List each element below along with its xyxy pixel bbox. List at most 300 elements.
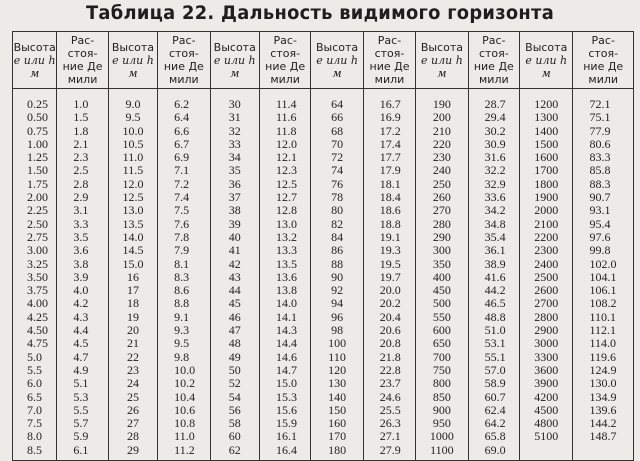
height-cell: 700: [416, 351, 468, 364]
table-row: [13, 271, 634, 284]
height-cell: 72: [311, 151, 363, 164]
height-cell: 4.75: [13, 337, 57, 350]
header-height-line2: е или h: [316, 53, 358, 67]
distance-cell: 108.2: [573, 297, 634, 310]
distance-cell: 6.2: [158, 89, 210, 112]
height-cell: 24: [108, 377, 157, 390]
distance-cell: 8.1: [158, 258, 210, 271]
height-cell: 6.5: [13, 391, 57, 404]
distance-cell: 2.5: [57, 164, 108, 177]
distance-cell: 7.1: [158, 164, 210, 177]
distance-cell: 93.1: [573, 204, 634, 217]
distance-cell: 27.9: [363, 444, 415, 461]
distance-cell: 33.6: [468, 191, 519, 204]
height-cell: 80: [311, 204, 363, 217]
height-cell: 23: [108, 364, 157, 377]
height-cell: 43: [210, 271, 259, 284]
height-cell: 7.0: [13, 404, 57, 417]
distance-cell: 53.1: [468, 337, 519, 350]
header-distance-line2: стоя-: [270, 47, 301, 60]
height-cell: 290: [416, 231, 468, 244]
distance-cell: 6.9: [158, 151, 210, 164]
distance-cell: 1.5: [57, 111, 108, 124]
table-row: [13, 364, 634, 377]
table-title: Таблица 22. Дальность видимого горизонта: [85, 2, 555, 24]
table-row: [13, 444, 634, 461]
height-cell: 1100: [416, 444, 468, 461]
height-cell: 600: [416, 324, 468, 337]
header-distance-line2: стоя-: [168, 47, 199, 60]
distance-cell: 97.6: [573, 231, 634, 244]
height-cell: 1700: [520, 164, 573, 177]
distance-cell: 7.5: [158, 204, 210, 217]
distance-cell: 7.2: [158, 178, 210, 191]
height-cell: 180: [311, 444, 363, 461]
distance-cell: 19.3: [363, 244, 415, 257]
distance-cell: 24.6: [363, 391, 415, 404]
distance-cell: 20.6: [363, 324, 415, 337]
distance-cell: 10.0: [158, 364, 210, 377]
height-cell: 450: [416, 284, 468, 297]
distance-cell: 20.4: [363, 311, 415, 324]
height-cell: 32: [210, 125, 259, 138]
height-cell: 260: [416, 191, 468, 204]
header-distance-line2: стоя-: [588, 47, 619, 60]
distance-cell: 3.5: [57, 231, 108, 244]
height-cell: 13.0: [108, 204, 157, 217]
height-cell: 270: [416, 204, 468, 217]
height-cell: 19: [108, 311, 157, 324]
distance-cell: 16.7: [363, 89, 415, 112]
distance-cell: 18.4: [363, 191, 415, 204]
height-cell: 1.75: [13, 178, 57, 191]
distance-cell: 38.9: [468, 258, 519, 271]
distance-cell: 57.0: [468, 364, 519, 377]
header-distance-line4: мили: [270, 73, 300, 86]
height-cell: 100: [311, 337, 363, 350]
distance-cell: 102.0: [573, 258, 634, 271]
header-distance-line1: Рас-: [482, 34, 506, 47]
height-cell: 5.0: [13, 351, 57, 364]
distance-cell: 7.9: [158, 244, 210, 257]
distance-cell: 18.8: [363, 218, 415, 231]
height-cell: 1500: [520, 138, 573, 151]
height-cell: 0.25: [13, 89, 57, 112]
height-cell: 1.50: [13, 164, 57, 177]
distance-cell: 18.6: [363, 204, 415, 217]
table-row: [13, 89, 634, 112]
height-cell: 8.0: [13, 430, 57, 443]
height-cell: 190: [416, 89, 468, 112]
distance-cell: 10.6: [158, 404, 210, 417]
distance-cell: 124.9: [573, 364, 634, 377]
table-row: [13, 125, 634, 138]
distance-cell: 10.2: [158, 377, 210, 390]
header-distance-line1: Рас-: [273, 34, 297, 47]
height-cell: 56: [210, 404, 259, 417]
height-cell: 14.0: [108, 231, 157, 244]
height-cell: 550: [416, 311, 468, 324]
distance-cell: 106.1: [573, 284, 634, 297]
distance-cell: 15.6: [259, 404, 310, 417]
distance-cell: 20.0: [363, 284, 415, 297]
height-cell: 2.75: [13, 231, 57, 244]
height-cell: 250: [416, 178, 468, 191]
height-cell: 37: [210, 191, 259, 204]
height-cell: 5.5: [13, 364, 57, 377]
distance-cell: 5.5: [57, 404, 108, 417]
distance-cell: 12.3: [259, 164, 310, 177]
distance-cell: 34.2: [468, 204, 519, 217]
table-body: [13, 89, 634, 461]
height-cell: 900: [416, 404, 468, 417]
distance-cell: 5.3: [57, 391, 108, 404]
height-cell: 2.25: [13, 204, 57, 217]
distance-cell: 51.0: [468, 324, 519, 337]
height-cell: 1400: [520, 125, 573, 138]
height-cell: 1300: [520, 111, 573, 124]
distance-cell: 9.5: [158, 337, 210, 350]
distance-cell: 30.9: [468, 138, 519, 151]
distance-cell: 134.9: [573, 391, 634, 404]
distance-cell: 13.5: [259, 258, 310, 271]
height-cell: 84: [311, 231, 363, 244]
height-cell: 40: [210, 231, 259, 244]
distance-cell: 69.0: [468, 444, 519, 461]
distance-cell: 14.3: [259, 324, 310, 337]
height-cell: 1900: [520, 191, 573, 204]
height-cell: 10.0: [108, 125, 157, 138]
height-cell: 9.5: [108, 111, 157, 124]
header-distance-line3: ние Дe: [62, 60, 103, 73]
height-cell: 13.5: [108, 218, 157, 231]
table-row: [13, 204, 634, 217]
height-cell: 1000: [416, 430, 468, 443]
height-cell: 27: [108, 417, 157, 430]
header-height: [210, 32, 259, 89]
height-cell: 26: [108, 404, 157, 417]
table-row: [13, 324, 634, 337]
height-cell: 0.75: [13, 125, 57, 138]
distance-cell: 4.7: [57, 351, 108, 364]
distance-cell: 2.1: [57, 138, 108, 151]
height-cell: 98: [311, 324, 363, 337]
header-row: [13, 32, 634, 89]
height-cell: 90: [311, 271, 363, 284]
header-height: [108, 32, 157, 89]
height-cell: 11.0: [108, 151, 157, 164]
height-cell: 3000: [520, 337, 573, 350]
distance-cell: 4.2: [57, 297, 108, 310]
distance-cell: 29.4: [468, 111, 519, 124]
distance-cell: 80.6: [573, 138, 634, 151]
distance-cell: 85.8: [573, 164, 634, 177]
height-cell: 45: [210, 297, 259, 310]
height-cell: 8.5: [13, 444, 57, 461]
distance-cell: 6.6: [158, 125, 210, 138]
distance-cell: 4.5: [57, 337, 108, 350]
distance-cell: 23.7: [363, 377, 415, 390]
table-row: [13, 138, 634, 151]
header-distance: [158, 32, 210, 89]
height-cell: 5100: [520, 430, 573, 443]
distance-cell: 11.6: [259, 111, 310, 124]
height-cell: 170: [311, 430, 363, 443]
distance-cell: 12.7: [259, 191, 310, 204]
height-cell: 54: [210, 391, 259, 404]
height-cell: 800: [416, 377, 468, 390]
height-cell: 18: [108, 297, 157, 310]
distance-cell: 1.8: [57, 125, 108, 138]
header-distance: [363, 32, 415, 89]
table-row: [13, 297, 634, 310]
header-distance-line1: Рас-: [172, 34, 196, 47]
distance-cell: 6.4: [158, 111, 210, 124]
distance-cell: 95.4: [573, 218, 634, 231]
height-cell: 950: [416, 417, 468, 430]
header-height-line1: Высота: [525, 40, 568, 54]
height-cell: 62: [210, 444, 259, 461]
height-cell: 41: [210, 244, 259, 257]
header-height-line2: е или h: [525, 53, 568, 67]
header-height-line2: е или h: [13, 53, 56, 67]
distance-cell: 10.4: [158, 391, 210, 404]
distance-cell: 112.1: [573, 324, 634, 337]
distance-cell: 17.9: [363, 164, 415, 177]
height-cell: 3900: [520, 377, 573, 390]
distance-cell: 15.3: [259, 391, 310, 404]
distance-cell: 4.4: [57, 324, 108, 337]
height-cell: 74: [311, 164, 363, 177]
distance-cell: 32.9: [468, 178, 519, 191]
height-cell: 38: [210, 204, 259, 217]
horizon-distance-table: [12, 31, 634, 461]
table-row: [13, 337, 634, 350]
distance-cell: 13.2: [259, 231, 310, 244]
height-cell: 280: [416, 218, 468, 231]
height-cell: 7.5: [13, 417, 57, 430]
distance-cell: 41.6: [468, 271, 519, 284]
header-distance-line4: мили: [588, 73, 619, 86]
height-cell: 4.50: [13, 324, 57, 337]
height-cell: 120: [311, 364, 363, 377]
height-cell: 300: [416, 244, 468, 257]
distance-cell: 62.4: [468, 404, 519, 417]
height-cell: 2000: [520, 204, 573, 217]
distance-cell: 3.9: [57, 271, 108, 284]
distance-cell: 90.7: [573, 191, 634, 204]
height-cell: 500: [416, 297, 468, 310]
distance-cell: 14.6: [259, 351, 310, 364]
table-row: [13, 178, 634, 191]
header-distance-line2: стоя-: [478, 47, 509, 60]
distance-cell: 12.5: [259, 178, 310, 191]
distance-cell: 9.3: [158, 324, 210, 337]
height-cell: 21: [108, 337, 157, 350]
distance-cell: 5.1: [57, 377, 108, 390]
header-height-line1: Высота: [111, 40, 155, 54]
distance-cell: 12.1: [259, 151, 310, 164]
distance-cell: 21.8: [363, 351, 415, 364]
distance-cell: 9.8: [158, 351, 210, 364]
height-cell: 96: [311, 311, 363, 324]
header-height-line3: м: [30, 66, 40, 80]
header-distance-line4: мили: [479, 73, 509, 86]
header-height-line2: е или h: [112, 53, 154, 67]
height-cell: 140: [311, 391, 363, 404]
distance-cell: 13.8: [259, 284, 310, 297]
distance-cell: 3.6: [57, 244, 108, 257]
height-cell: 52: [210, 377, 259, 390]
height-cell: 39: [210, 218, 259, 231]
height-cell: 3600: [520, 364, 573, 377]
distance-cell: 25.5: [363, 404, 415, 417]
header-height-line1: Высота: [13, 40, 56, 54]
height-cell: 22: [108, 351, 157, 364]
height-cell: 4200: [520, 391, 573, 404]
distance-cell: 64.2: [468, 417, 519, 430]
table-row: [13, 430, 634, 443]
height-cell: 30: [210, 89, 259, 112]
height-cell: 220: [416, 138, 468, 151]
height-cell: 2300: [520, 244, 573, 257]
distance-cell: 75.1: [573, 111, 634, 124]
height-cell: 44: [210, 284, 259, 297]
distance-cell: 7.8: [158, 231, 210, 244]
distance-cell: 11.8: [259, 125, 310, 138]
height-cell: 50: [210, 364, 259, 377]
distance-cell: 3.8: [57, 258, 108, 271]
height-cell: 350: [416, 258, 468, 271]
height-cell: 4.25: [13, 311, 57, 324]
distance-cell: 6.1: [57, 444, 108, 461]
height-cell: 88: [311, 258, 363, 271]
height-cell: 130: [311, 377, 363, 390]
height-cell: 650: [416, 337, 468, 350]
distance-cell: 8.6: [158, 284, 210, 297]
distance-cell: 2.8: [57, 178, 108, 191]
height-cell: 230: [416, 151, 468, 164]
header-distance-line3: ние Дe: [163, 60, 204, 73]
header-height: [416, 32, 468, 89]
table-row: [13, 284, 634, 297]
height-cell: 49: [210, 351, 259, 364]
height-cell: 2900: [520, 324, 573, 337]
distance-cell: 17.7: [363, 151, 415, 164]
height-cell: 210: [416, 125, 468, 138]
distance-cell: 99.8: [573, 244, 634, 257]
header-distance-line2: стоя-: [67, 47, 98, 60]
height-cell: 400: [416, 271, 468, 284]
header-height-line3: м: [541, 66, 551, 80]
distance-cell: 10.8: [158, 417, 210, 430]
table-row: [13, 258, 634, 271]
distance-cell: 9.1: [158, 311, 210, 324]
distance-cell: 48.8: [468, 311, 519, 324]
distance-cell: 15.0: [259, 377, 310, 390]
table-row: [13, 311, 634, 324]
distance-cell: 19.1: [363, 231, 415, 244]
height-cell: 64: [311, 89, 363, 112]
distance-cell: 14.7: [259, 364, 310, 377]
height-cell: 1200: [520, 89, 573, 112]
distance-cell: 5.9: [57, 430, 108, 443]
height-cell: 46: [210, 311, 259, 324]
height-cell: 3.75: [13, 284, 57, 297]
height-cell: 78: [311, 191, 363, 204]
height-cell: 2.50: [13, 218, 57, 231]
distance-cell: 110.1: [573, 311, 634, 324]
height-cell: 70: [311, 138, 363, 151]
distance-cell: 2.3: [57, 151, 108, 164]
distance-cell: 55.1: [468, 351, 519, 364]
distance-cell: 4.0: [57, 284, 108, 297]
distance-cell: [573, 444, 634, 461]
height-cell: 10.5: [108, 138, 157, 151]
table-row: [13, 218, 634, 231]
table-row: [13, 231, 634, 244]
header-height: [311, 32, 363, 89]
header-distance-line1: Рас-: [591, 34, 615, 47]
table-row: [13, 391, 634, 404]
header-height-line3: м: [128, 66, 138, 80]
height-cell: 47: [210, 324, 259, 337]
height-cell: 1.00: [13, 138, 57, 151]
table-row: [13, 191, 634, 204]
distance-cell: 27.1: [363, 430, 415, 443]
height-cell: 4.00: [13, 297, 57, 310]
height-cell: 2400: [520, 258, 573, 271]
header-distance-line1: Рас-: [377, 34, 402, 47]
distance-cell: 14.0: [259, 297, 310, 310]
distance-cell: 28.7: [468, 89, 519, 112]
distance-cell: 31.6: [468, 151, 519, 164]
height-cell: [520, 444, 573, 461]
distance-cell: 119.6: [573, 351, 634, 364]
distance-cell: 17.2: [363, 125, 415, 138]
distance-cell: 65.8: [468, 430, 519, 443]
distance-cell: 13.6: [259, 271, 310, 284]
header-distance: [468, 32, 519, 89]
distance-cell: 16.4: [259, 444, 310, 461]
distance-cell: 72.1: [573, 89, 634, 112]
height-cell: 110: [311, 351, 363, 364]
distance-cell: 58.9: [468, 377, 519, 390]
height-cell: 60: [210, 430, 259, 443]
distance-cell: 18.1: [363, 178, 415, 191]
distance-cell: 139.6: [573, 404, 634, 417]
distance-cell: 3.1: [57, 204, 108, 217]
header-distance-line4: мили: [374, 73, 405, 86]
header-distance-line3: ние Дe: [369, 60, 410, 73]
distance-cell: 8.8: [158, 297, 210, 310]
height-cell: 68: [311, 125, 363, 138]
distance-cell: 20.8: [363, 337, 415, 350]
distance-cell: 11.2: [158, 444, 210, 461]
distance-cell: 4.9: [57, 364, 108, 377]
height-cell: 66: [311, 111, 363, 124]
height-cell: 160: [311, 417, 363, 430]
height-cell: 76: [311, 178, 363, 191]
height-cell: 2.00: [13, 191, 57, 204]
distance-cell: 17.4: [363, 138, 415, 151]
height-cell: 200: [416, 111, 468, 124]
header-distance-line1: Рас-: [70, 34, 95, 47]
distance-cell: 44.2: [468, 284, 519, 297]
distance-cell: 83.3: [573, 151, 634, 164]
height-cell: 1600: [520, 151, 573, 164]
header-distance-line3: ние Дe: [583, 60, 624, 73]
